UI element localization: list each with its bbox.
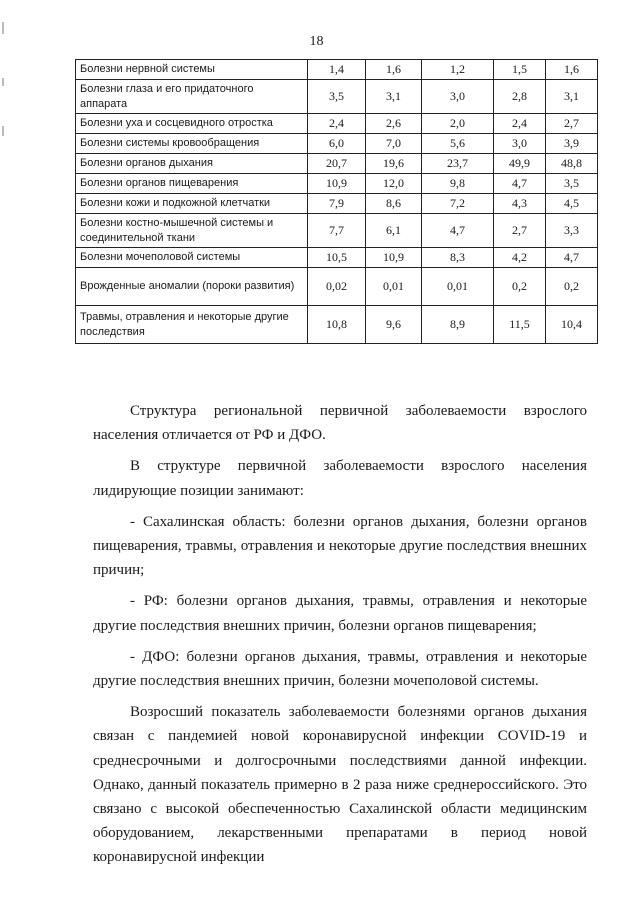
row-value: 19,6 (366, 154, 422, 174)
table-row (76, 134, 598, 154)
table-row (76, 154, 598, 174)
row-value: 7,0 (366, 134, 422, 154)
row-value: 49,9 (494, 154, 546, 174)
row-value: 8,6 (366, 194, 422, 214)
row-label: Болезни органов дыхания (76, 154, 308, 174)
morbidity-table (75, 59, 598, 344)
row-value: 3,1 (366, 80, 422, 114)
row-value: 4,7 (422, 214, 494, 248)
table-row (76, 60, 598, 80)
table-row (76, 268, 598, 306)
row-label: Травмы, отравления и некоторые другие последствия (76, 306, 308, 344)
row-label: Болезни органов пищеварения (76, 174, 308, 194)
row-label: Болезни мочеполовой системы (76, 248, 308, 268)
row-label: Болезни системы кровообращения (76, 134, 308, 154)
row-label: Болезни кожи и подкожной клетчатки (76, 194, 308, 214)
row-value: 2,8 (494, 80, 546, 114)
row-value: 1,4 (308, 60, 366, 80)
row-value: 9,8 (422, 174, 494, 194)
row-label: Болезни костно-мышечной системы и соединительной ткани (76, 214, 308, 248)
row-value: 2,6 (366, 114, 422, 134)
row-value: 1,6 (366, 60, 422, 80)
row-value: 2,4 (494, 114, 546, 134)
row-value: 7,7 (308, 214, 366, 248)
table-row (76, 214, 598, 248)
table-row (76, 248, 598, 268)
row-value: 4,7 (546, 248, 598, 268)
row-value: 4,5 (546, 194, 598, 214)
row-value: 5,6 (422, 134, 494, 154)
row-value: 2,0 (422, 114, 494, 134)
row-value: 2,4 (308, 114, 366, 134)
table-body (76, 60, 598, 344)
row-value: 8,3 (422, 248, 494, 268)
row-value: 0,01 (366, 268, 422, 306)
row-label: Врожденные аномалии (пороки развития) (76, 268, 308, 306)
table-row (76, 114, 598, 134)
row-value: 20,7 (308, 154, 366, 174)
row-value: 8,9 (422, 306, 494, 344)
row-value: 3,0 (422, 80, 494, 114)
row-value: 3,0 (494, 134, 546, 154)
paragraph: Возросший показатель заболеваемости болезнями органов дыхания связан с пандемией новой коронавирусной инфекции COVID-19 и среднесрочными и долгосрочными последствиями данной инфекции. Однако, данный показатель примерно в 2 раза ниже среднероссийского. Это связано с высокой обеспеченностью Сахалинской области медицинским оборудованием, лекарственными препаратами в период новой коронавирусной инфекции (93, 704, 587, 866)
paragraph: - Сахалинская область: болезни органов дыхания, болезни органов пищеварения, травмы, отравления и некоторые другие последствия внешних причин; (93, 513, 587, 579)
row-value: 2,7 (546, 114, 598, 134)
row-value: 9,6 (366, 306, 422, 344)
table-row (76, 174, 598, 194)
paragraph: - РФ: болезни органов дыхания, травмы, отравления и некоторые другие последствия внешних причин, болезни органов пищеварения; (93, 593, 587, 634)
row-value: 1,6 (546, 60, 598, 80)
row-value: 10,8 (308, 306, 366, 344)
row-value: 10,9 (366, 248, 422, 268)
row-value: 7,9 (308, 194, 366, 214)
paragraph: - ДФО: болезни органов дыхания, травмы, отравления и некоторые другие последствия внешних причин, болезни мочеполовой системы. (93, 648, 587, 690)
row-value: 3,1 (546, 80, 598, 114)
row-value: 11,5 (494, 306, 546, 344)
row-value: 3,3 (546, 214, 598, 248)
row-value: 48,8 (546, 154, 598, 174)
row-value: 3,5 (546, 174, 598, 194)
table-row (76, 306, 598, 344)
row-value: 2,7 (494, 214, 546, 248)
scan-margin-mark-low (2, 126, 4, 136)
row-value: 10,9 (308, 174, 366, 194)
row-value: 7,2 (422, 194, 494, 214)
row-value: 4,3 (494, 194, 546, 214)
row-value: 0,2 (494, 268, 546, 306)
page-number: 18 (309, 34, 324, 49)
row-value: 12,0 (366, 174, 422, 194)
scan-margin-mark-mid (2, 78, 4, 86)
row-value: 1,5 (494, 60, 546, 80)
row-value: 1,2 (422, 60, 494, 80)
row-value: 10,5 (308, 248, 366, 268)
paragraph: Структура региональной первичной заболеваемости взрослого населения отличается от РФ и ДФО. (93, 403, 587, 444)
row-value: 4,2 (494, 248, 546, 268)
table-row (76, 194, 598, 214)
row-value: 3,5 (308, 80, 366, 114)
paragraph: В структуре первичной заболеваемости взрослого населения лидирующие позиции занимают: (93, 458, 587, 499)
row-value: 23,7 (422, 154, 494, 174)
row-value: 4,7 (494, 174, 546, 194)
row-label: Болезни глаза и его придаточного аппарата (76, 80, 308, 114)
row-value: 0,02 (308, 268, 366, 306)
row-value: 10,4 (546, 306, 598, 344)
row-value: 6,1 (366, 214, 422, 248)
row-value: 0,01 (422, 268, 494, 306)
row-value: 3,9 (546, 134, 598, 154)
row-value: 0,2 (546, 268, 598, 306)
table-row (76, 80, 598, 114)
scan-margin-mark-top (2, 22, 4, 34)
row-value: 6,0 (308, 134, 366, 154)
body-text (93, 399, 587, 870)
row-label: Болезни нервной системы (76, 60, 308, 80)
row-label: Болезни уха и сосцевидного отростка (76, 114, 308, 134)
